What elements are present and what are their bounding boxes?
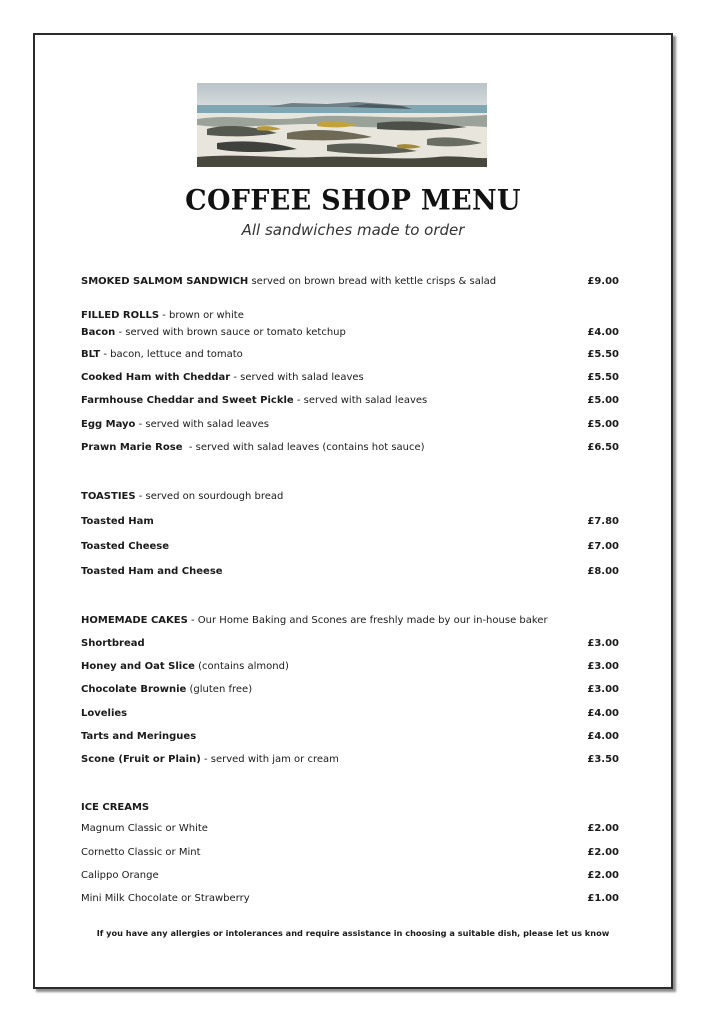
item-description: (contains almond) xyxy=(194,661,289,672)
item-name: Toasted Ham and Cheese xyxy=(81,566,223,577)
item-description: - Our Home Baking and Scones are freshly made by our in-house baker xyxy=(187,615,548,626)
menu-line xyxy=(81,614,623,627)
item-name: Egg Mayo xyxy=(81,419,136,430)
item-name: TOASTIES xyxy=(81,491,136,502)
menu-line xyxy=(81,565,623,578)
menu-line xyxy=(81,846,623,859)
menu-page xyxy=(33,33,673,989)
item-price: £2.00 xyxy=(587,870,619,881)
item-name: Scone (Fruit or Plain) xyxy=(81,754,201,765)
item-description: Calippo Orange xyxy=(81,870,159,881)
menu-line xyxy=(81,326,623,339)
item-description: Cornetto Classic or Mint xyxy=(81,847,201,858)
item-price: £3.00 xyxy=(587,661,619,672)
item-price: £3.00 xyxy=(587,684,619,695)
item-price: £3.00 xyxy=(587,638,619,649)
item-description: - served on sourdough bread xyxy=(135,491,284,502)
menu-line xyxy=(81,309,623,322)
item-description: - served with jam or cream xyxy=(200,754,339,765)
item-description: - served with salad leaves xyxy=(135,419,269,430)
menu-line xyxy=(81,801,623,814)
item-name: Bacon xyxy=(81,327,116,338)
item-description: - served with salad leaves xyxy=(230,372,364,383)
item-description: served on brown bread with kettle crisps & salad xyxy=(248,276,497,287)
menu-line xyxy=(81,892,623,905)
menu-line xyxy=(81,707,623,720)
menu-subtitle: All sandwiches made to order xyxy=(241,221,465,239)
item-description: - served with brown sauce or tomato ketchup xyxy=(115,327,346,338)
item-name: Toasted Cheese xyxy=(81,541,170,552)
menu-line xyxy=(81,441,623,454)
item-name: Toasted Ham xyxy=(81,516,154,527)
item-name: Honey and Oat Slice xyxy=(81,661,195,672)
item-name: Chocolate Brownie xyxy=(81,684,187,695)
menu-line xyxy=(81,822,623,835)
menu-title: COFFEE SHOP MENU xyxy=(185,184,521,217)
item-price: £7.80 xyxy=(587,516,619,527)
allergy-notice: If you have any allergies or intolerances and require assistance in choosing a suitable dish, please let us know xyxy=(96,928,610,938)
menu-line xyxy=(81,515,623,528)
menu-line xyxy=(81,540,623,553)
item-price: £5.50 xyxy=(587,372,619,383)
item-description: Magnum Classic or White xyxy=(81,823,208,834)
beach-painting-image xyxy=(197,83,487,167)
item-description: - served with salad leaves xyxy=(293,395,428,406)
menu-line xyxy=(81,637,623,650)
item-name: Tarts and Meringues xyxy=(81,731,197,742)
menu-line xyxy=(81,275,623,288)
item-description: (gluten free) xyxy=(186,684,253,695)
item-name: HOMEMADE CAKES xyxy=(81,615,188,626)
item-price: £5.00 xyxy=(587,419,619,430)
item-price: £6.50 xyxy=(587,442,619,453)
menu-line xyxy=(81,660,623,673)
menu-line xyxy=(81,730,623,743)
item-price: £5.00 xyxy=(587,395,619,406)
menu-line xyxy=(81,394,623,407)
item-name: ICE CREAMS xyxy=(81,802,150,813)
item-name: FILLED ROLLS xyxy=(81,310,160,321)
item-price: £7.00 xyxy=(587,541,619,552)
menu-line xyxy=(81,490,623,503)
menu-line xyxy=(81,348,623,361)
item-price: £5.50 xyxy=(587,349,619,360)
item-price: £9.00 xyxy=(587,276,619,287)
item-name: BLT xyxy=(81,349,101,360)
item-price: £2.00 xyxy=(587,823,619,834)
item-name: Farmhouse Cheddar and Sweet Pickle xyxy=(81,395,294,406)
item-name: Shortbread xyxy=(81,638,145,649)
item-price: £8.00 xyxy=(587,566,619,577)
item-name: SMOKED SALMOM SANDWICH xyxy=(81,276,249,287)
item-description: - served with salad leaves (contains hot sauce) xyxy=(182,442,425,453)
item-description: - brown or white xyxy=(159,310,244,321)
menu-line xyxy=(81,683,623,696)
item-price: £4.00 xyxy=(587,708,619,719)
item-description: Mini Milk Chocolate or Strawberry xyxy=(81,893,250,904)
item-name: Lovelies xyxy=(81,708,128,719)
menu-line xyxy=(81,371,623,384)
menu-line xyxy=(81,869,623,882)
item-price: £2.00 xyxy=(587,847,619,858)
item-name: Cooked Ham with Cheddar xyxy=(81,372,231,383)
item-price: £1.00 xyxy=(587,893,619,904)
menu-line xyxy=(81,418,623,431)
item-description: - bacon, lettuce and tomato xyxy=(100,349,243,360)
item-name: Prawn Marie Rose xyxy=(81,442,183,453)
item-price: £4.00 xyxy=(587,731,619,742)
item-price: £3.50 xyxy=(587,754,619,765)
menu-line xyxy=(81,753,623,766)
item-price: £4.00 xyxy=(587,327,619,338)
